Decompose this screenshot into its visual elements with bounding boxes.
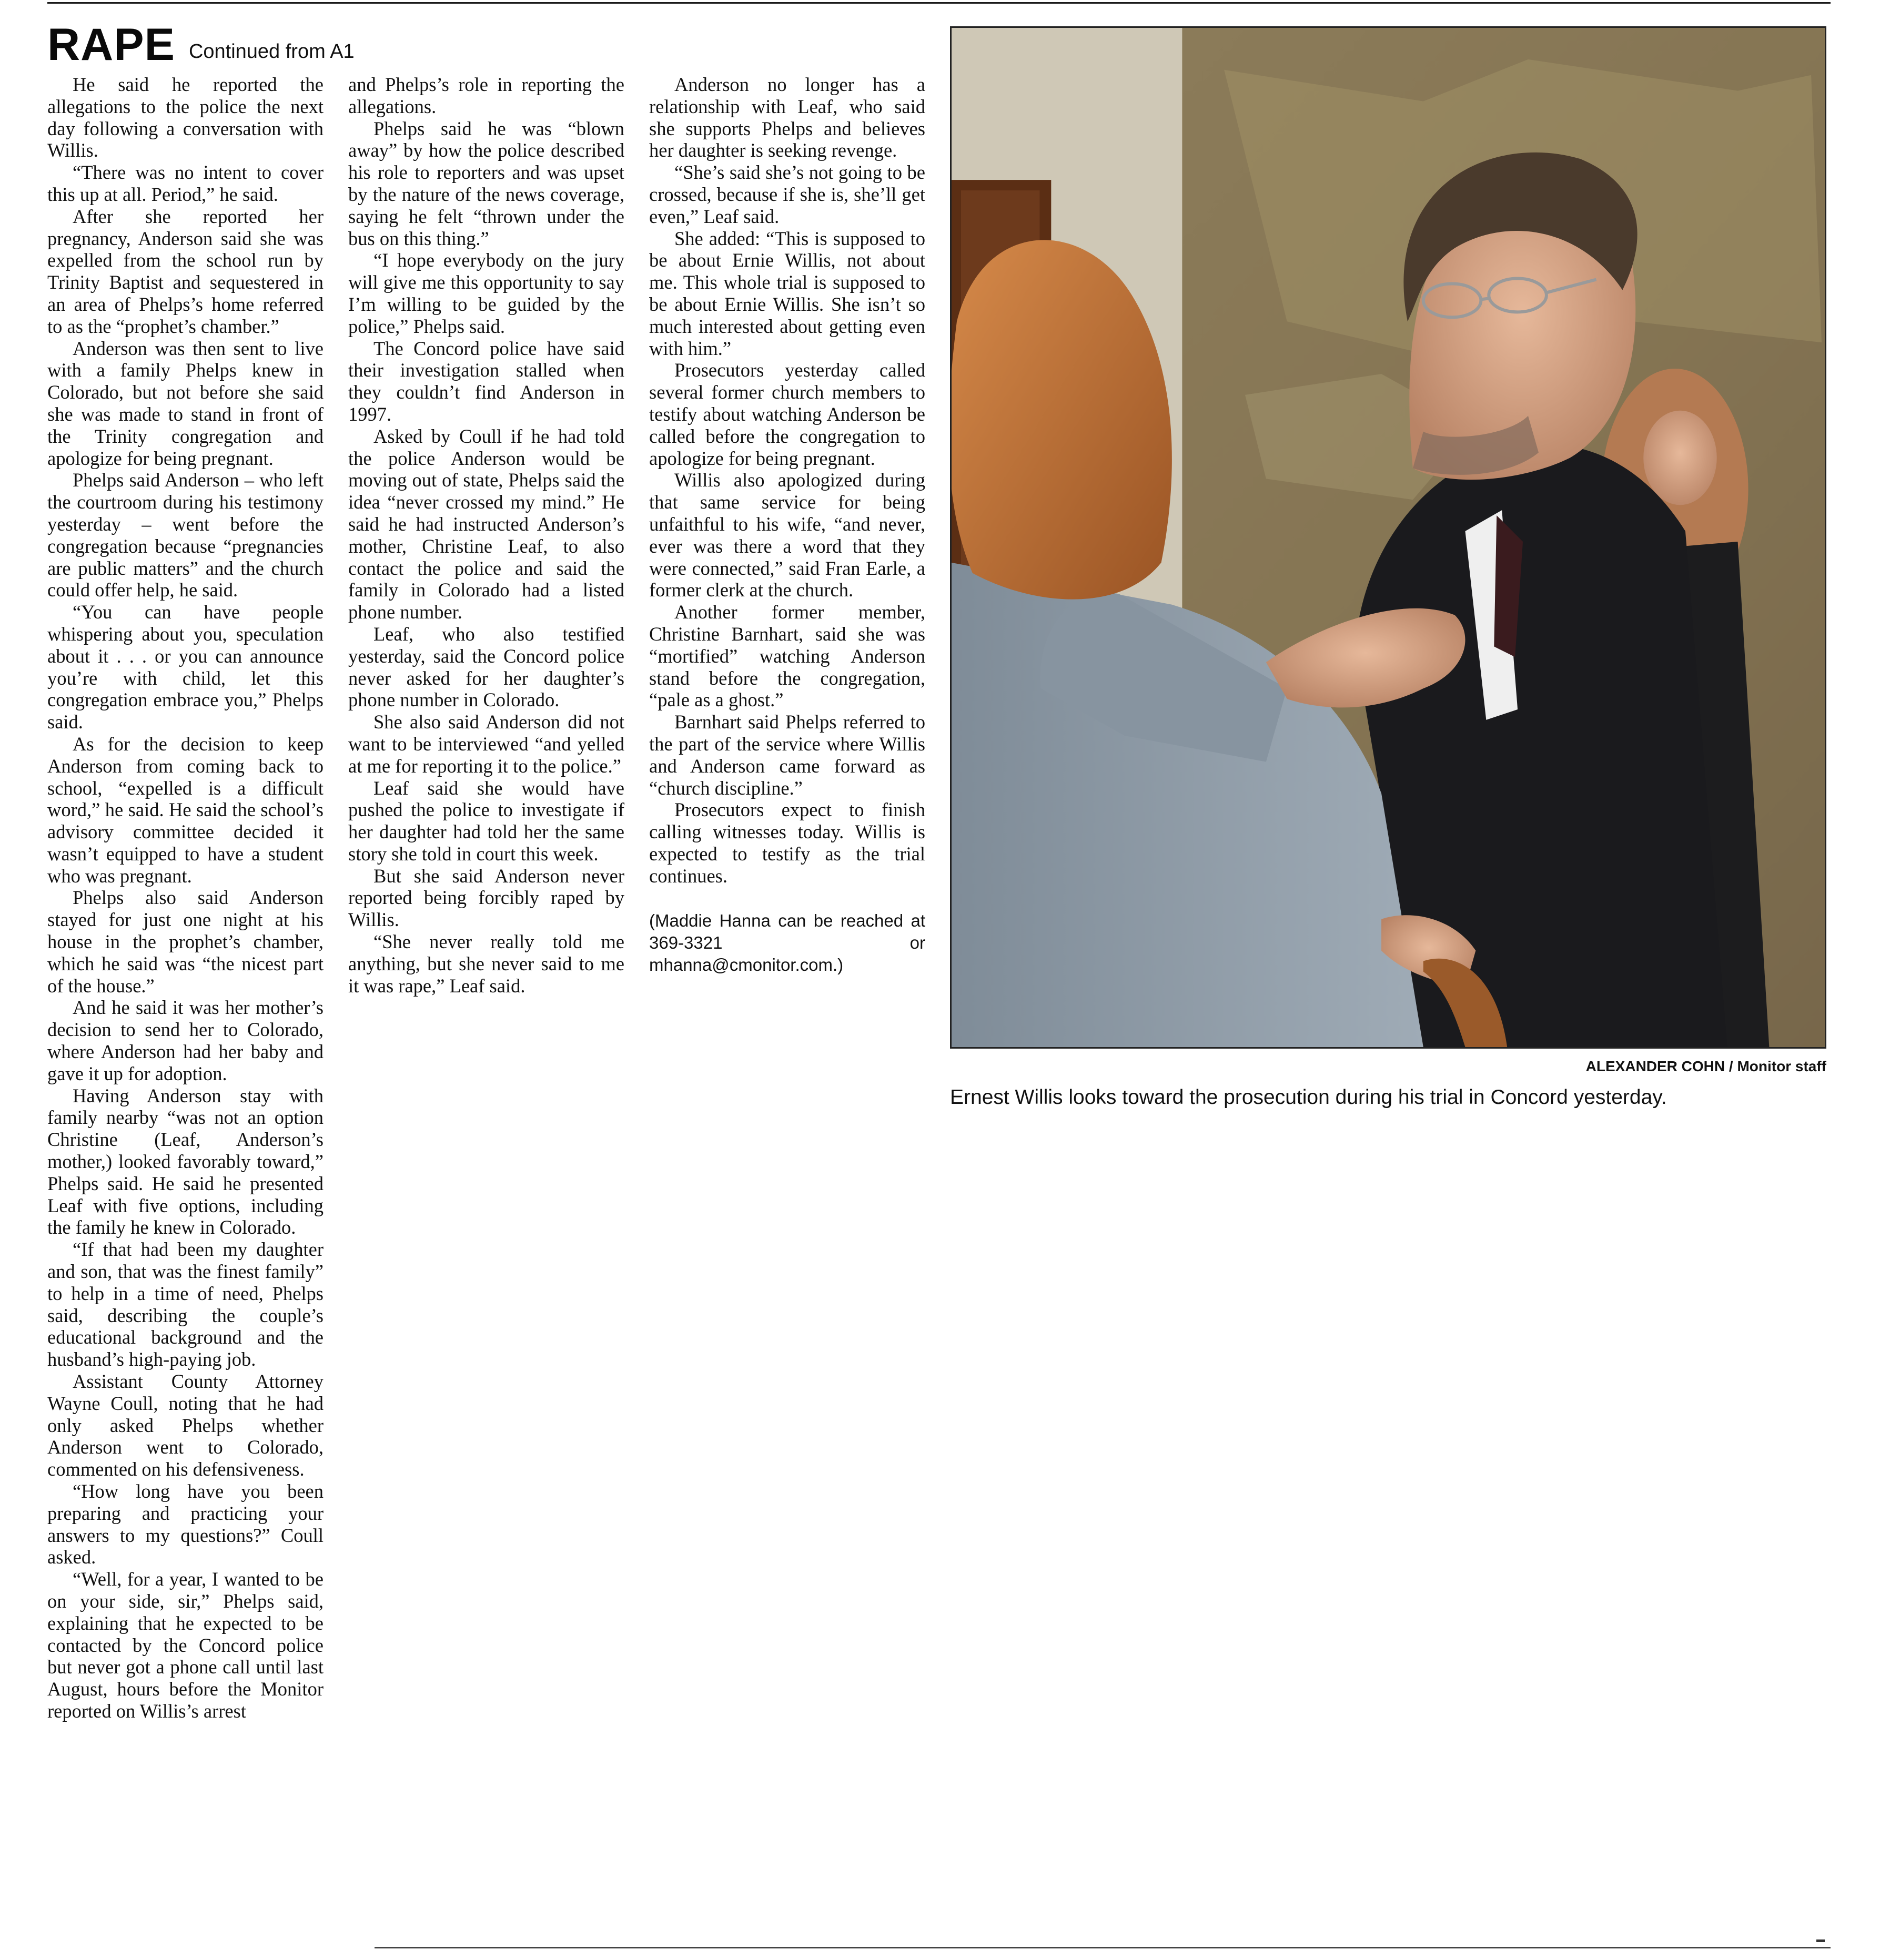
photo-caption: Ernest Willis looks toward the prosecution during his trial in Concord yesterday. [950, 1086, 1667, 1109]
paragraph: As for the decision to keep Anderson from coming back to school, “expelled is a difficult word,” he said. He said the school’s advisory committee decided it wasn’t equipped to have a student who was pregnant. [47, 733, 324, 887]
bottom-rule [375, 1947, 1831, 1948]
paragraph: Another former member, Christine Barnhart, said she was “mortified” watching Anderson stand before the congregation, “pale as a ghost.” [649, 601, 925, 711]
author-tagline: (Maddie Hanna can be reached at 369-3321 or mhanna@cmonitor.com.) [649, 911, 925, 975]
paragraph: She also said Anderson did not want to be interviewed “and yelled at me for reporting it to the police.” [348, 711, 624, 777]
paragraph: But she said Anderson never reported being forcibly raped by Willis. [348, 865, 624, 931]
paragraph: Phelps said he was “blown away” by how the police described his role to reporters and was upset by the nature of the news coverage, saying he felt “thrown under the bus on this thing.” [348, 117, 624, 249]
paragraph: Anderson no longer has a relationship with Leaf, who said she supports Phelps and believes her daughter is seeking revenge. [649, 74, 925, 161]
paragraph: Having Anderson stay with family nearby “was not an option Christine (Leaf, Anderson’s mother,) looked favorably toward,” Phelps said. He said he presented Leaf with five options, including the family he knew in Colorado. [47, 1084, 324, 1238]
jump-line: Continued from A1 [188, 40, 355, 63]
page-corner-mark [1816, 1939, 1825, 1942]
paragraph: And he said it was her mother’s decision to send her to Colorado, where Anderson had her baby and gave it up for adoption. [47, 997, 324, 1084]
paragraph: “I hope everybody on the jury will give me this opportunity to say I’m willing to be guided by the police,” Phelps said. [348, 249, 624, 337]
article-column-2 [348, 74, 624, 997]
paragraph: and Phelps’s role in reporting the allegations. [348, 74, 624, 117]
paragraph: “She never really told me anything, but she never said to me it was rape,” Leaf said. [348, 931, 624, 997]
paragraph: Phelps also said Anderson stayed for just one night at his house in the prophet’s chamber, which he said was “the nicest part of the house.” [47, 887, 324, 997]
paragraph: Phelps said Anderson – who left the courtroom during his testimony yesterday – went before the congregation because “pregnancies are public matters” and the church could offer help, he said. [47, 469, 324, 601]
paragraph: “If that had been my daughter and son, that was the finest family” to help in a time of need, Phelps said, describing the couple’s educational background and the husband’s high-paying job. [47, 1238, 324, 1370]
story-slug: RAPE [47, 19, 175, 70]
paragraph: “You can have people whispering about you, speculation about it . . . or you can announce you’re with child, let this congregation embrace you,” Phelps said. [47, 601, 324, 733]
paragraph: “She’s said she’s not going to be crossed, because if she is, she’ll get even,” Leaf said. [649, 161, 925, 227]
paragraph: Leaf, who also testified yesterday, said the Concord police never asked for her daughter’s phone number in Colorado. [348, 623, 624, 711]
article-column-1 [47, 74, 324, 1722]
paragraph: After she reported her pregnancy, Anderson said she was expelled from the school run by Trinity Baptist and sequestered in an area of Phelps’s home referred to as the “prophet’s chamber.” [47, 205, 324, 337]
top-rule [47, 2, 1831, 4]
news-photo [950, 26, 1826, 1049]
paragraph: “There was no intent to cover this up at all. Period,” he said. [47, 161, 324, 205]
paragraph: Willis also apologized during that same service for being unfaithful to his wife, “and never, ever was there a word that they were connected,” said Fran Earle, a former clerk at the church. [649, 469, 925, 601]
paragraph: The Concord police have said their investigation stalled when they couldn’t find Anderson in 1997. [348, 337, 624, 425]
paragraph: Barnhart said Phelps referred to the part of the service where Willis and Anderson came forward as “church discipline.” [649, 711, 925, 799]
paragraph: He said he reported the allegations to the police the next day following a conversation with Willis. [47, 74, 324, 161]
paragraph: Prosecutors yesterday called several former church members to testify about watching Anderson be called before the congregation to apologize for being pregnant. [649, 359, 925, 469]
paragraph: She added: “This is supposed to be about Ernie Willis, not about me. This whole trial is supposed to be about Ernie Willis. She isn’t so much interested about getting even with him.” [649, 227, 925, 359]
paragraph: “Well, for a year, I wanted to be on your side, sir,” Phelps said, explaining that he expected to be contacted by the Concord police but never got a phone call until last August, hours before the Monitor reported on Willis’s arrest [47, 1568, 324, 1722]
paragraph: Anderson was then sent to live with a family Phelps knew in Colorado, but not before she said she was made to stand in front of the Trinity congregation and apologize for being pregnant. [47, 337, 324, 469]
headline [47, 16, 355, 68]
paragraph: Asked by Coull if he had told the police Anderson would be moving out of state, Phelps said the idea “never crossed my mind.” He said he had instructed Anderson’s mother, Christine Leaf, to also contact the police and said the family in Colorado had a listed phone number. [348, 425, 624, 623]
paragraph: “How long have you been preparing and practicing your answers to my questions?” Coull asked. [47, 1480, 324, 1568]
article-column-3 [649, 74, 925, 976]
paragraph: Prosecutors expect to finish calling witnesses today. Willis is expected to testify as the trial continues. [649, 799, 925, 887]
paragraph: Assistant County Attorney Wayne Coull, noting that he had only asked Phelps whether Anderson went to Colorado, commented on his defensiveness. [47, 1370, 324, 1480]
photo-credit: ALEXANDER COHN / Monitor staff [1585, 1058, 1826, 1074]
paragraph: Leaf said she would have pushed the police to investigate if her daughter had told her the same story she told in court this week. [348, 777, 624, 865]
